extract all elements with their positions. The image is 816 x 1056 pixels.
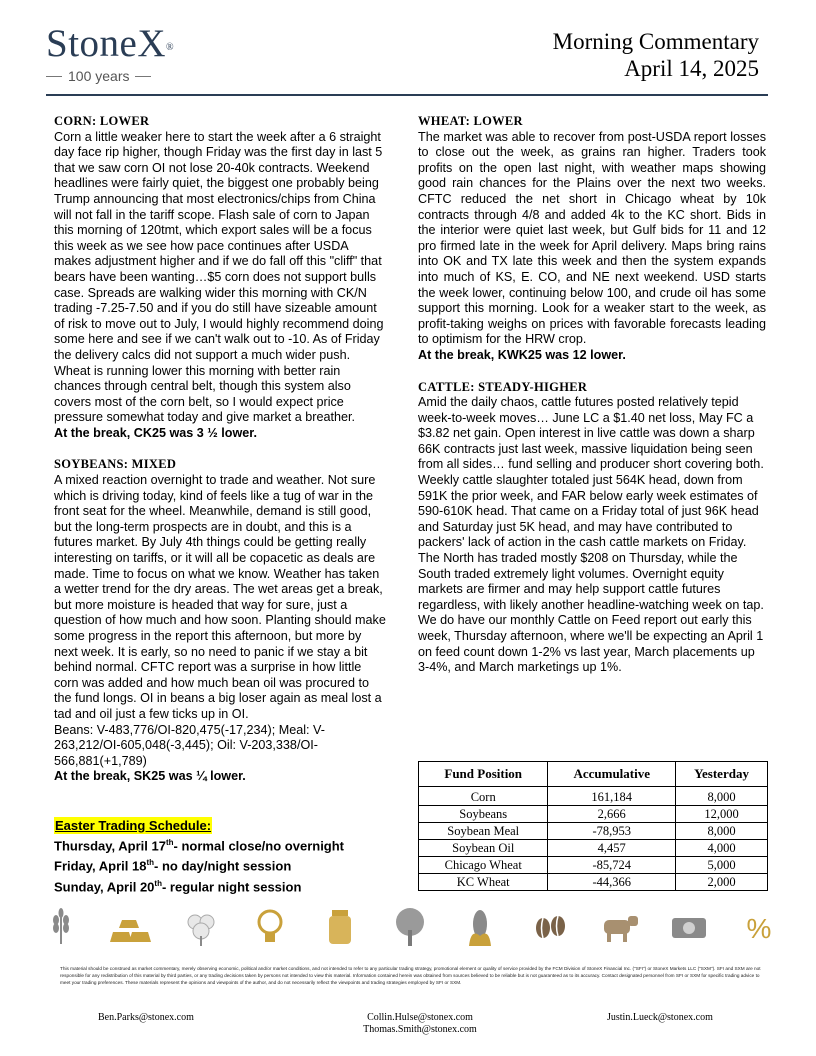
table-cell: 12,000 bbox=[676, 806, 768, 823]
easter-title: Easter Trading Schedule: bbox=[55, 818, 212, 833]
logo-dash-left bbox=[46, 76, 62, 77]
header-title-block bbox=[553, 28, 759, 82]
table-header: Accumulative bbox=[548, 762, 676, 787]
table-cell: KC Wheat bbox=[419, 874, 548, 891]
corn-icon bbox=[459, 906, 501, 948]
fund-position-table bbox=[418, 761, 768, 891]
commodity-icons bbox=[40, 905, 780, 949]
table-cell: Corn bbox=[419, 787, 548, 806]
easter-line-3: Sunday, April 20th- regular night session bbox=[54, 878, 302, 894]
wheat-body: The market was able to recover from post-USDA report losses to close out the week, as grains ran higher. Traders took profits on the open last night, with weather maps showing good rain chances for the Plains over the next two weeks. CFTC reduced the net short in Chicago wheat by 10k contracts through 4/8 and added 4k to the KC short. Bids in the interior were quiet last week, but Gulf bids for 11 and 12 pro firmed late in the week for April delivery. Maps bring rains into OK and TX late this week and then the system expands into much of KS, E. CO, and NE next weekend. USD starts the week lower, continuing below 100, and crude oil has some support this morning. Look for a weaker start to the week, as profit-taking weighs on prices with favorable forecasts leading to optimism for the HRW crop. bbox=[418, 129, 766, 347]
table-cell: 161,184 bbox=[548, 787, 676, 806]
header-date: April 14, 2025 bbox=[624, 56, 759, 81]
gold-bars-icon bbox=[110, 906, 152, 948]
table-row bbox=[419, 840, 768, 857]
disclaimer: This material should be construed as market commentary, merely observing economic, political and/or market conditions, and not intended to refer to any particular trading strategy, promotional element or quality of service provided by the FCM Division of StoneX Financial Inc. ("SFI") or StoneX Markets LLC ("SXM"). SFI and SXM are not responsible for any redistribution of this material by third parties, or any trading decisions taken by persons not intended to view this material. Information contained herein was obtained from sources believed to be reliable but is not guaranteed as to its accuracy. Contact designated personnel from SFI or SXM for specific trading advice to meet your trading preferences. These materials represent the opinions and viewpoints of the author, and do not necessarily reflect the viewpoints and trading strategies employed by SFI or SXM. bbox=[60, 966, 761, 985]
cattle-icon bbox=[598, 906, 640, 948]
wheat-heading: WHEAT: LOWER bbox=[418, 114, 523, 128]
logo-dash-right bbox=[135, 76, 151, 77]
logo-registered: ® bbox=[166, 42, 175, 53]
table-cell: 4,457 bbox=[548, 840, 676, 857]
table-cell: 2,000 bbox=[676, 874, 768, 891]
table-row bbox=[419, 806, 768, 823]
table-cell: -85,724 bbox=[548, 857, 676, 874]
stonex-logo bbox=[46, 24, 206, 84]
soybeans-oi: Beans: V-483,776/OI-820,475(-17,234); Meal: V-263,212/OI-605,048(-3,445); Oil: V-203,338/OI-566,881(+1,789) bbox=[54, 722, 325, 768]
table-cell: Soybean Meal bbox=[419, 823, 548, 840]
table-cell: Soybeans bbox=[419, 806, 548, 823]
easter-schedule bbox=[54, 817, 394, 895]
lightbulb-icon bbox=[249, 906, 291, 948]
table-row bbox=[419, 874, 768, 891]
logo-name: StoneX bbox=[46, 22, 166, 65]
header-rule bbox=[46, 94, 768, 96]
table-header-row bbox=[419, 762, 768, 787]
footer-email-left[interactable]: Ben.Parks@stonex.com bbox=[98, 1012, 194, 1023]
left-column bbox=[54, 114, 387, 785]
cattle-body: Amid the daily chaos, cattle futures posted relatively tepid week-to-week moves… June LC a $1.40 net loss, May FC a $3.82 net gain. Open interest in live cattle was down a sharp 66K contracts just last week, massive liquidation being seen from all sides… fund selling and producer short covering both. Weekly cattle slaughter totaled just 564K head, down from 591K the prior week, and FAR below early week estimates of 590-610K head. That came on a Friday total of just 96K head and Saturday just 5K head, and may have contributed to packers' lack of action in the cash cattle markets on Friday. The North has traded mostly $208 on Thursday, while the South traded extremely light volumes. Overnight equity markets are firmer and may help support cattle futures regardless, with likely another headline-watching week on tap. We do have our monthly Cattle on Feed report out early this week, Thursday afternoon, where we'll be expecting an April 1 on feed count down 1-2% vs last year, March placements up 3-4%, and March marketings up 1%. bbox=[418, 395, 764, 675]
soybeans-body: A mixed reaction overnight to trade and weather. Not sure which is driving today, kind of feels like a tug of war in the front seat for the wheel. Meanwhile, demand is still good, but the long-term prospects are in doubt, and this is a futures market. By July 4th things could be getting really interesting on tariffs, or it will all be copacetic as deals are made. Time to focus on what we know. Weather has taken a wetter trend for the dry areas. The wet areas get a break, but more moisture is headed that way for sure, just a question of how much and how soon. Planting should make some progress in the report this afternoon, but more by next week. It is early, so no need to panic if we stay a bit behind normal. CFTC report was a surprise in how little corn was added and how much bean oil was procured to the fund longs. OI in beans a big loser again as meal lost a tad and oil just a few ticks up in OI. bbox=[54, 473, 386, 721]
table-row bbox=[419, 823, 768, 840]
table-header: Fund Position bbox=[419, 762, 548, 787]
table-row bbox=[419, 857, 768, 874]
table-cell: Chicago Wheat bbox=[419, 857, 548, 874]
footer-email-right[interactable]: Justin.Lueck@stonex.com bbox=[607, 1012, 713, 1023]
money-icon bbox=[668, 906, 710, 948]
corn-heading: CORN: LOWER bbox=[54, 114, 150, 128]
cotton-icon bbox=[180, 906, 222, 948]
table-cell: 8,000 bbox=[676, 787, 768, 806]
table-row bbox=[419, 787, 768, 806]
logo-sub: 100 years bbox=[68, 68, 130, 84]
table-cell: 2,666 bbox=[548, 806, 676, 823]
easter-line-1: Thursday, April 17th- normal close/no overnight bbox=[54, 838, 345, 854]
svg-text:%: % bbox=[746, 913, 772, 944]
right-column bbox=[418, 114, 766, 676]
coffee-beans-icon bbox=[529, 906, 571, 948]
cattle-heading: CATTLE: STEADY-HIGHER bbox=[418, 379, 588, 394]
table-cell: Soybean Oil bbox=[419, 840, 548, 857]
wheat-break: At the break, KWK25 was 12 lower. bbox=[418, 347, 626, 362]
footer-center bbox=[340, 1012, 500, 1036]
wheat-icon bbox=[40, 906, 82, 948]
table-cell: -44,366 bbox=[548, 874, 676, 891]
footer-email-center-1[interactable]: Collin.Hulse@stonex.com bbox=[367, 1012, 473, 1023]
tree-icon bbox=[389, 906, 431, 948]
table-header: Yesterday bbox=[676, 762, 768, 787]
corn-break: At the break, CK25 was 3 ½ lower. bbox=[54, 425, 257, 440]
table-cell: 8,000 bbox=[676, 823, 768, 840]
table-cell: 5,000 bbox=[676, 857, 768, 874]
header-title: Morning Commentary bbox=[552, 29, 759, 54]
table-cell: -78,953 bbox=[548, 823, 676, 840]
table-cell: 4,000 bbox=[676, 840, 768, 857]
soybeans-heading: SOYBEANS: MIXED bbox=[54, 457, 177, 472]
easter-line-2: Friday, April 18th- no day/night session bbox=[54, 858, 292, 874]
footer-email-center-2[interactable]: Thomas.Smith@stonex.com bbox=[363, 1024, 477, 1035]
corn-body: Corn a little weaker here to start the week after a 6 straight day face rip higher, though Friday was the first day in last 5 that we saw corn OI not lose 20-40k contracts. Weekend headlines were fairly quiet, the biggest one probably being Trump announcing that most electronics/chips from China will not fall in the tariff scope. Flash sale of corn to Japan this morning of 120tmt, which export sales will be a focus this week as we see how pace continues after USDA makes adjustment higher and if we do fall off this "cliff" that bears have been wanting…$5 corn does not support bulls case. Spreads are walking wider this morning with CK/N trading -7.25-7.50 and if you do still have sizeable amount of risk to move out to July, I would highly recommend doing some here and see if we can't walk out to -10. As of Friday the delivery calcs did not support a much wider push. Wheat is running lower this morning with better rain chances through central belt, though this system also covers most of the corn belt, so I would expect price pressure somewhat today and give market a breather. bbox=[54, 129, 384, 425]
jar-icon bbox=[319, 906, 361, 948]
percent-icon bbox=[738, 906, 780, 948]
soybeans-break: At the break, SK25 was ¼ lower. bbox=[54, 769, 246, 784]
